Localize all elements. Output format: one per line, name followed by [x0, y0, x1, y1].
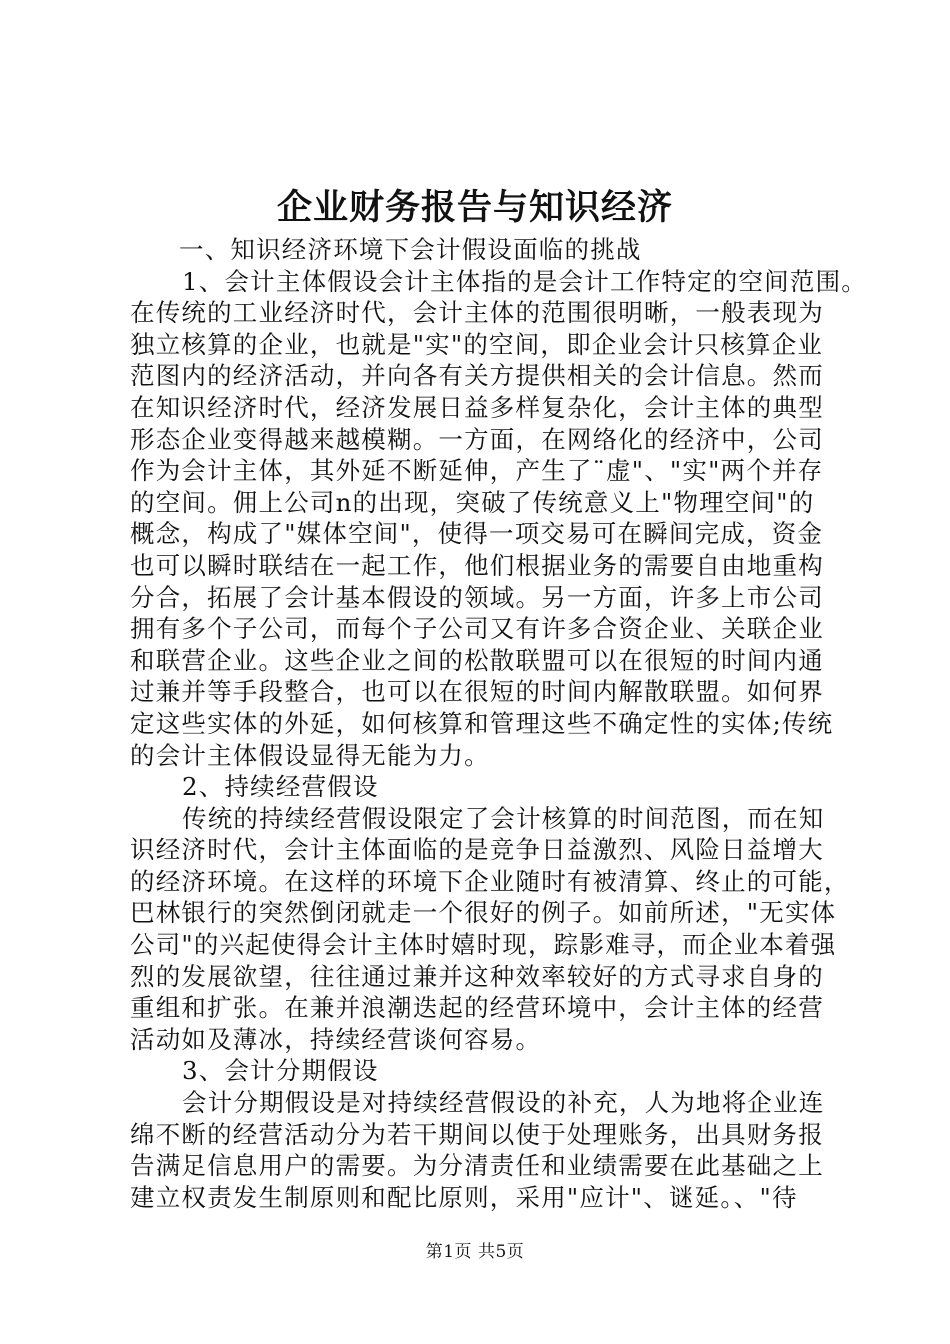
paragraph-line: 建立权责发生制原则和配比原则，采用"应计"、谜延。、"待	[130, 1182, 798, 1212]
paragraph-line: 识经济时代，会计主体面临的是竞争日益激烈、风险日益增大	[130, 835, 824, 865]
paragraph-line: 过兼并等手段整合，也可以在很短的时间内解散联盟。如何界	[130, 677, 824, 707]
document-title: 企业财务报告与知识经济	[276, 187, 673, 228]
paragraph-line: 传统的持续经营假设限定了会计核算的时间范图，而在知	[182, 803, 825, 833]
paragraph-line: 范图内的经济活动，并向各有关方提供相关的会计信息。然而	[130, 361, 824, 391]
paragraph-line: 独立核算的企业，也就是"实"的空间，即企业会计只核算企业	[130, 329, 824, 359]
paragraph-line: 巴林银行的突然倒闭就走一个很好的例子。如前所述，"无实体	[130, 898, 837, 928]
paragraph-line: 公司"的兴起使得会计主体时嬉时现，踪影难寻，而企业本着强	[130, 930, 837, 960]
subsection-heading-3: 3、会计分期假设	[182, 1056, 379, 1086]
subsection-heading-2: 2、持续经营假设	[182, 772, 379, 802]
paragraph-line: 拥有多个子公司，而每个子公司又有许多合资企业、关联企业	[130, 614, 824, 644]
paragraph-line: 绵不断的经营活动分为若干期间以使于处理账务，出具财务报	[130, 1119, 824, 1149]
paragraph-line: 活动如及薄冰，持续经营谈何容易。	[130, 1024, 542, 1054]
paragraph-line: 重组和扩张。在兼并浪潮迭起的经营环境中，会计主体的经营	[130, 993, 824, 1023]
paragraph-line: 在知识经济时代，经济发展日益多样复杂化，会计主体的典型	[130, 392, 824, 422]
paragraph-line: 分合，拓展了会计基本假设的领域。另一方面，许多上市公司	[130, 582, 824, 612]
paragraph-line: 在传统的工业经济时代，会计主体的范围很明晰，一般表现为	[130, 298, 824, 328]
paragraph-line: 和联营企业。这些企业之间的松散联盟可以在很短的时间内通	[130, 645, 824, 675]
paragraph-line: 的会计主体假设显得无能为力。	[130, 740, 490, 770]
paragraph-line: 的经济环境。在这样的环境下企业随时有被清算、终止的可能，	[130, 866, 850, 896]
paragraph-line: 烈的发展欲望，往往通过兼并这种效率较好的方式寻求自身的	[130, 961, 824, 991]
paragraph-line: 告满足信息用户的需要。为分清责任和业绩需要在此基础之上	[130, 1151, 824, 1181]
paragraph-line: 会计分期假设是对持续经营假设的补充，人为地将企业连	[182, 1088, 825, 1118]
page-footer: 第1页 共5页	[425, 1242, 525, 1262]
document-body	[130, 234, 867, 1213]
paragraph-line: 形态企业变得越来越模糊。一方面，在网络化的经济中，公司	[130, 424, 824, 454]
paragraph-line: 概念，构成了"媒体空间"，使得一项交易可在瞬间完成，资金	[130, 519, 824, 549]
section-heading-1: 一、知识经济环境下会计假设面临的挑战	[179, 235, 642, 264]
paragraph-line: 作为会计主体，其外延不断延伸，产生了¨虚"、"实"两个并存	[130, 456, 824, 486]
paragraph-line: 定这些实体的外延，如何核算和管理这些不确定性的实体;传统	[130, 708, 834, 738]
paragraph-line: 也可以瞬时联结在一起工作，他们根据业务的需要自由地重构	[130, 550, 824, 580]
paragraph-line: 1、会计主体假设会计主体指的是会计工作特定的空间范围。	[182, 266, 867, 296]
paragraph-line: 的空间。佣上公司n的出现，突破了传统意义上"物理空间"的	[130, 487, 815, 517]
